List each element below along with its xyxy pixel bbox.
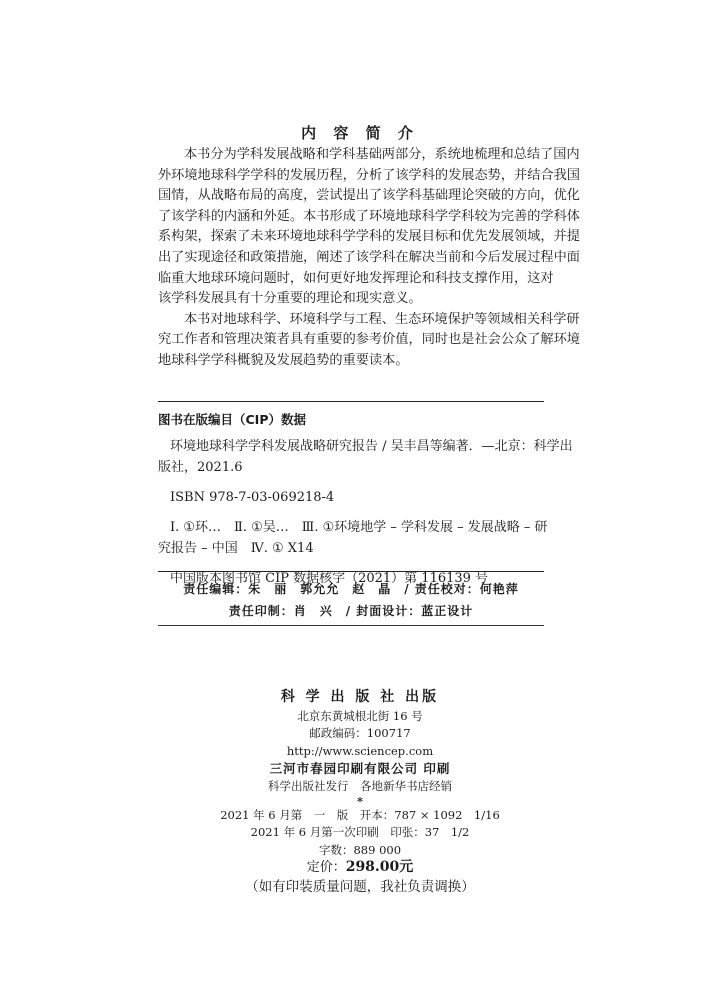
intro-section — [158, 145, 580, 372]
cip-section — [158, 410, 573, 589]
credits-production: 责任印制：肖 兴 / 封面设计：蓝正设计 — [228, 604, 474, 618]
intro-paragraph-1 — [158, 145, 580, 310]
price-label: 定价： — [306, 860, 346, 876]
intro-line: 本书对地球科学、环境科学与工程、生态环境保护等领域相关科学研 — [184, 311, 580, 327]
credits-editors: 责任编辑：朱 丽 郭允允 赵 晶 / 责任校对：何艳萍 — [183, 582, 519, 596]
cip-title-line: 版社，2021.6 — [158, 460, 243, 475]
publisher-address: 北京东黄城根北街 16 号 — [297, 709, 423, 723]
intro-line: 国情，从战略布局的高度，尝试提出了该学科基础理论突破的方向，优化 — [158, 188, 580, 204]
edition-info: 2021 年 6 月第 一 版 开本：787 × 1092 1/16 — [220, 808, 500, 823]
intro-line: 系构架，探索了未来环境地球科学学科的发展目标和优先发展领域，并提 — [158, 229, 580, 245]
distribution-info: 科学出版社发行 各地新华书店经销 — [268, 778, 452, 793]
intro-line: 究工作者和管理决策者具有重要的参考价值，同时也是社会公众了解环境 — [158, 332, 580, 348]
intro-line: 地球科学学科概貌及发展趋势的重要读本。 — [158, 352, 409, 368]
credits-rule — [158, 625, 544, 626]
publisher-website: http://www.sciencep.com — [286, 743, 434, 758]
postcode: 邮政编码：100717 — [309, 726, 411, 741]
imprint-section — [0, 686, 720, 896]
cip-title-line: 环境地球科学学科发展战略研究报告 / 吴丰昌等编著．—北京：科学出 — [170, 439, 573, 454]
intro-line: 该学科发展具有十分重要的理论和现实意义。 — [158, 291, 422, 307]
quality-notice: （如有印装质量问题，我社负责调换） — [245, 878, 475, 895]
price — [0, 859, 720, 876]
cip-classification-line: 究报告 – 中国 Ⅳ. ① X14 — [158, 541, 314, 556]
cip-isbn: ISBN 978-7-03-069218-4 — [170, 490, 335, 505]
price-value: 298.00元 — [345, 859, 414, 876]
intro-line: 临重大地球环境问题时，如何更好地发挥理论和科技支撑作用，这对 — [158, 270, 554, 286]
cip-heading: 图书在版编目（CIP）数据 — [158, 412, 306, 427]
cip-record: 中国版本图书馆 CIP 数据核字（2021）第 116139 号 — [170, 571, 489, 586]
printing-info: 2021 年 6 月第一次印刷 印张：37 1/2 — [250, 825, 470, 840]
intro-title: 内 容 简 介 — [301, 124, 419, 142]
intro-line: 了该学科的内涵和外延。本书形成了环境地球科学学科较为完善的学科体 — [158, 208, 580, 224]
cip-bottom-rule — [158, 571, 544, 572]
separator-star: * — [356, 794, 363, 809]
intro-line: 本书分为学科发展战略和学科基础两部分，系统地梳理和总结了国内 — [184, 147, 580, 162]
intro-line: 外环境地球科学学科的发展历程，分析了该学科的发展态势，并结合我国 — [158, 167, 580, 183]
publisher-name: 科 学 出 版 社 出版 — [280, 689, 440, 705]
cip-top-rule — [158, 401, 544, 402]
intro-paragraph-2 — [158, 310, 580, 372]
cip-classification-line: Ⅰ. ①环… Ⅱ. ①吴… Ⅲ. ①环境地学 – 学科发展 – 发展战略 – 研 — [170, 520, 548, 535]
intro-line: 出了实现途径和政策措施，阐述了该学科在解决当前和今后发展过程中面 — [158, 249, 580, 265]
printer-name: 三河市春园印刷有限公司 印刷 — [269, 761, 451, 777]
word-count: 字数：889 000 — [318, 842, 402, 857]
